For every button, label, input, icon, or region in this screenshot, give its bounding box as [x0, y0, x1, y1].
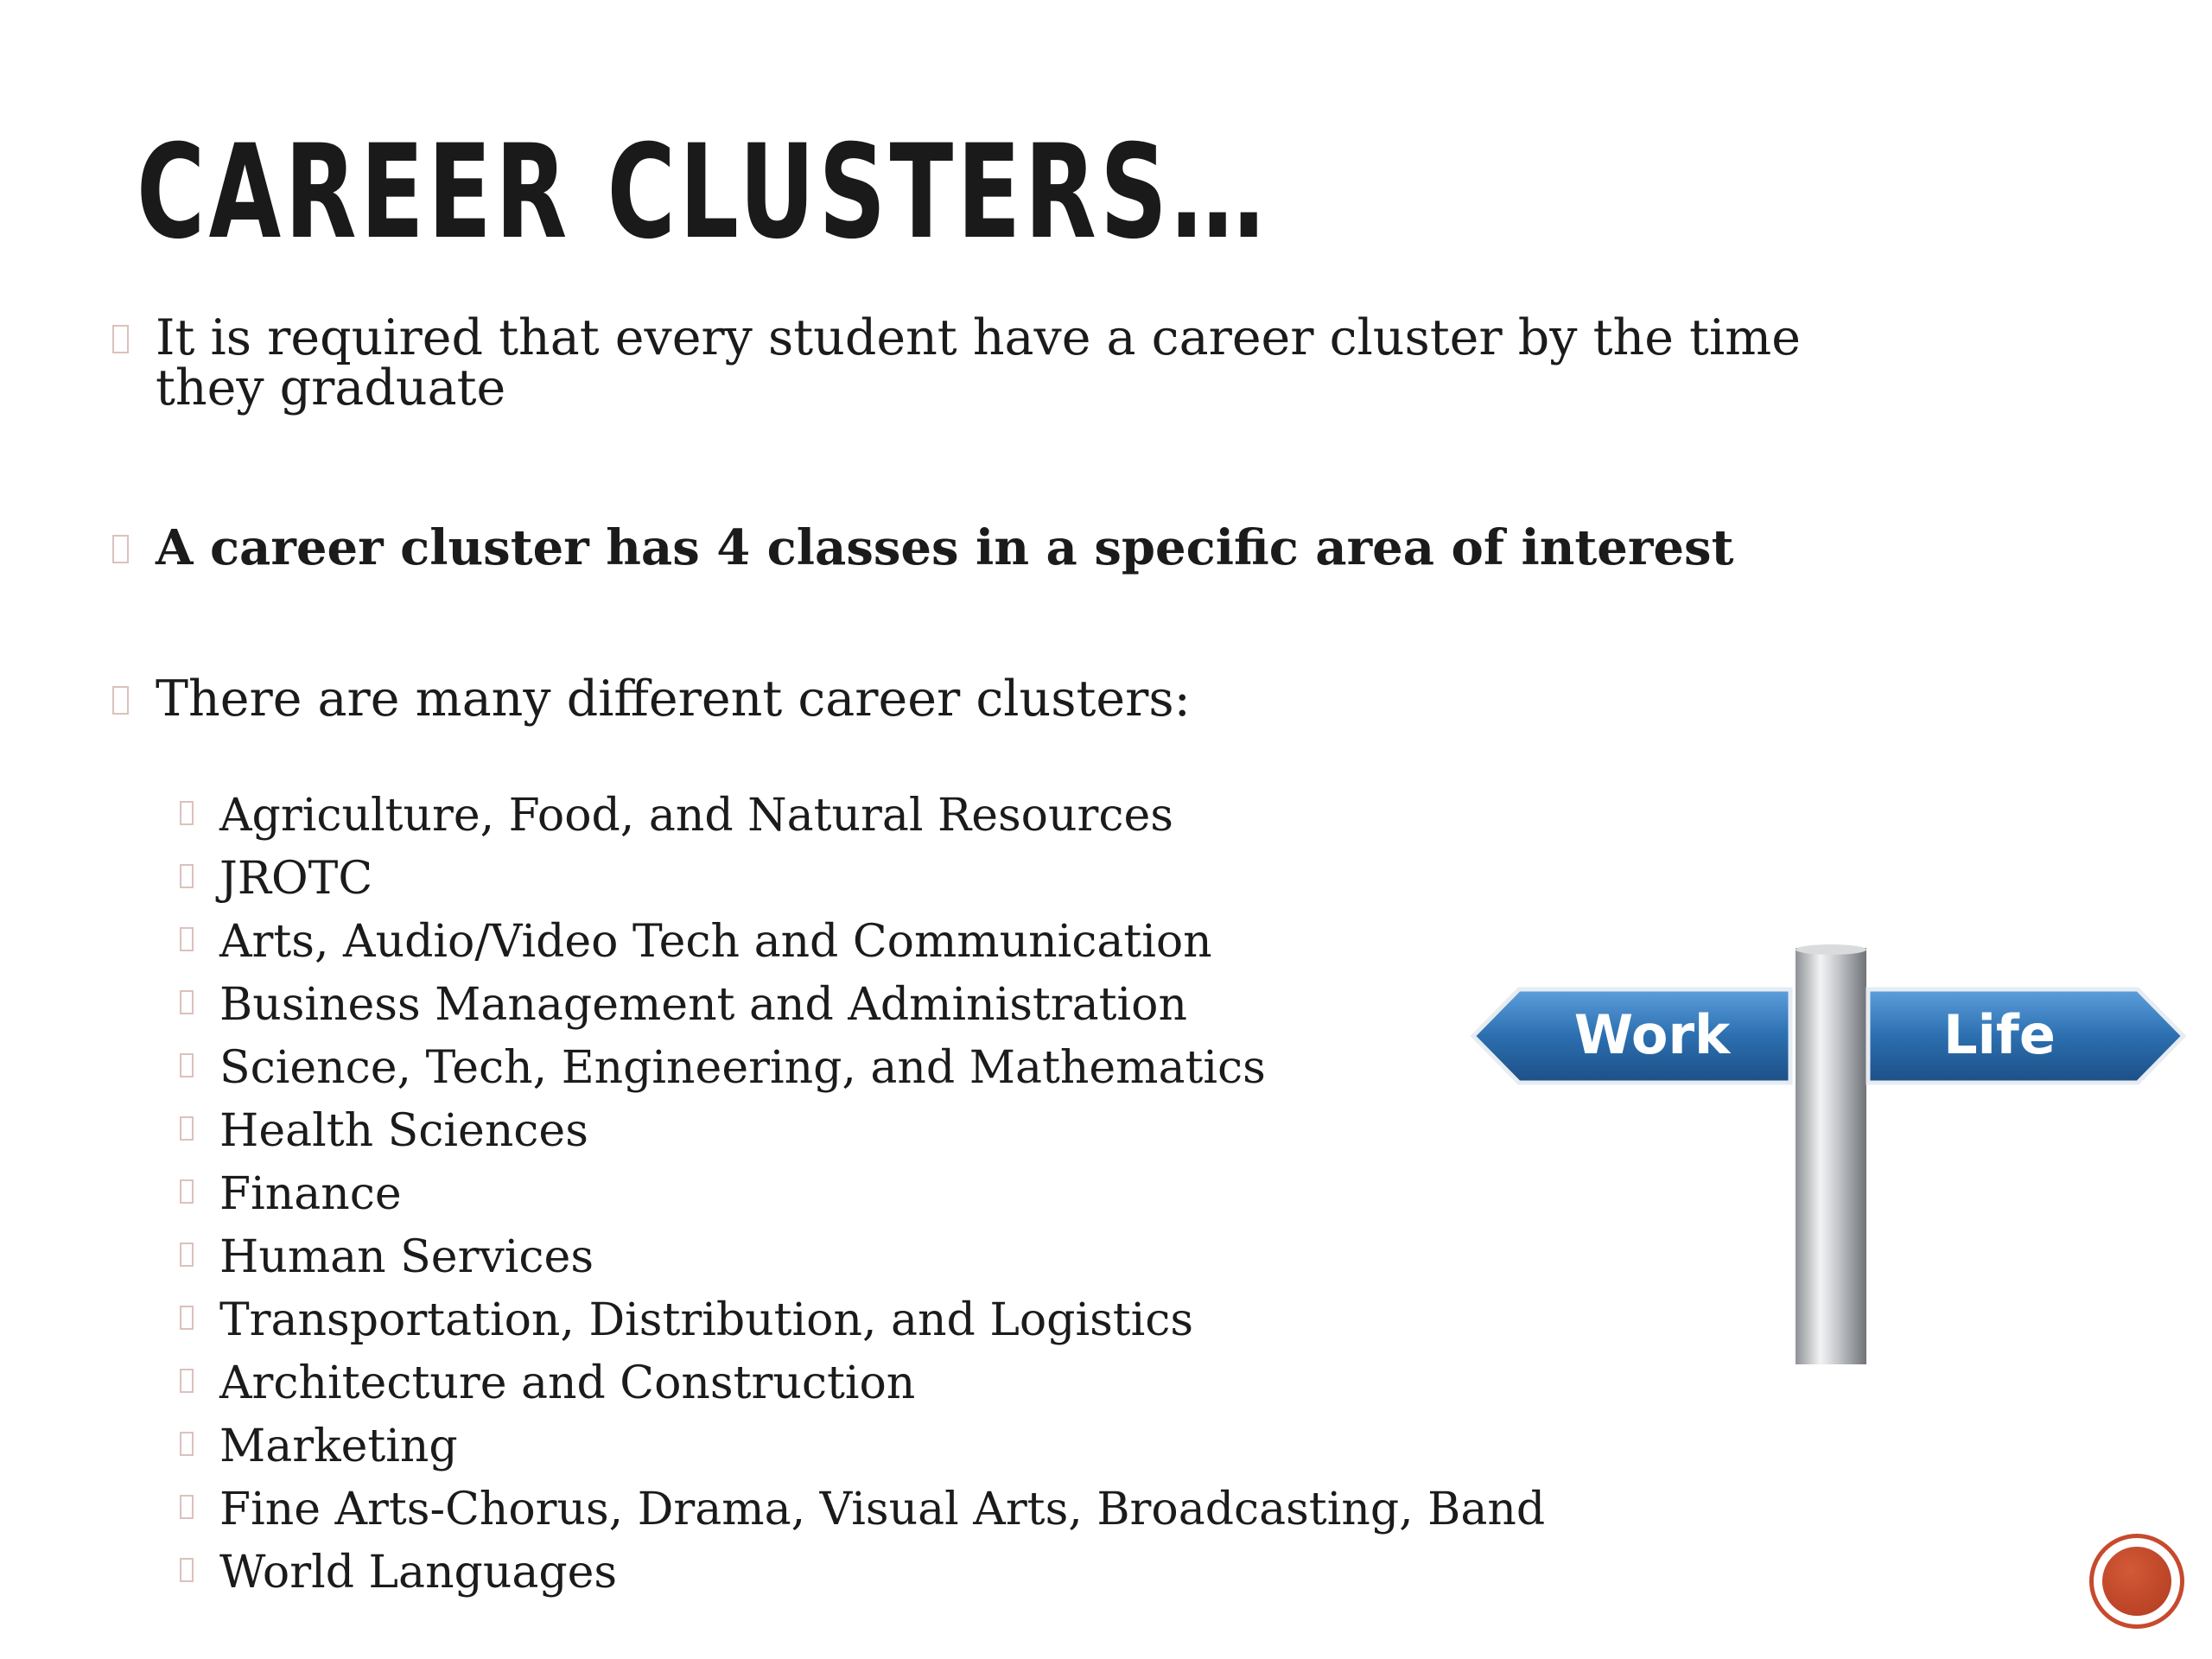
bullet-item [112, 519, 1734, 576]
list-item [180, 1043, 1545, 1106]
square-bullet-icon [180, 801, 194, 825]
list-item [180, 1232, 1545, 1295]
list-item [180, 1421, 1545, 1484]
cluster-label: Architecture and Construction [219, 1357, 916, 1409]
cluster-label: Fine Arts-Chorus, Drama, Visual Arts, Broadcasting, Band [219, 1484, 1546, 1535]
cluster-label: Marketing [219, 1421, 458, 1472]
list-item [180, 980, 1545, 1043]
square-bullet-icon [180, 927, 194, 951]
list-item [180, 917, 1545, 980]
square-bullet-icon [112, 535, 129, 563]
cluster-label: Finance [219, 1168, 402, 1220]
cluster-label: Agriculture, Food, and Natural Resources [219, 790, 1173, 842]
cluster-label: Human Services [219, 1231, 594, 1283]
nav-circle-fill [2102, 1547, 2171, 1616]
work-label: Work [1573, 1003, 1731, 1066]
square-bullet-icon [180, 1432, 194, 1456]
square-bullet-icon [180, 864, 194, 888]
list-item [180, 1548, 1545, 1611]
bullet-text: A career cluster has 4 classes in a specific area of interest [156, 519, 1734, 576]
square-bullet-icon [180, 1243, 194, 1267]
list-item [180, 1358, 1545, 1421]
square-bullet-icon [180, 1495, 194, 1519]
bullet-item [112, 671, 1191, 728]
life-label: Life [1943, 1003, 2056, 1066]
slide-title: CAREER CLUSTERS… [137, 118, 1268, 268]
square-bullet-icon [112, 686, 129, 715]
square-bullet-icon [180, 1179, 194, 1204]
square-bullet-icon [180, 1369, 194, 1393]
square-bullet-icon [180, 1053, 194, 1077]
cluster-label: Business Management and Administration [219, 979, 1187, 1031]
square-bullet-icon [180, 1558, 194, 1582]
square-bullet-icon [180, 1116, 194, 1141]
cluster-label: Health Sciences [219, 1105, 588, 1157]
list-item [180, 1169, 1545, 1232]
square-bullet-icon [112, 325, 129, 353]
cluster-label: JROTC [219, 853, 373, 905]
career-cluster-list [180, 791, 1545, 1611]
cluster-label: World Languages [219, 1547, 618, 1599]
bullet-text: It is required that every student have a career cluster by the time they graduate [156, 309, 1801, 416]
bullet-item [112, 309, 1866, 416]
cluster-label: Science, Tech, Engineering, and Mathematics [219, 1042, 1266, 1094]
cluster-label: Transportation, Distribution, and Logistics [219, 1294, 1194, 1346]
bullet-text: There are many different career clusters: [156, 671, 1191, 728]
square-bullet-icon [180, 1306, 194, 1330]
list-item [180, 1295, 1545, 1358]
pole-cap [1796, 944, 1866, 955]
cluster-label: Arts, Audio/Video Tech and Communication [219, 916, 1212, 968]
work-life-signpost [1469, 938, 2186, 1370]
nav-circle-icon[interactable] [2089, 1534, 2184, 1629]
list-item [180, 854, 1545, 917]
list-item [180, 1106, 1545, 1169]
list-item [180, 791, 1545, 854]
pole [1796, 948, 1866, 1364]
list-item [180, 1484, 1545, 1548]
square-bullet-icon [180, 990, 194, 1014]
